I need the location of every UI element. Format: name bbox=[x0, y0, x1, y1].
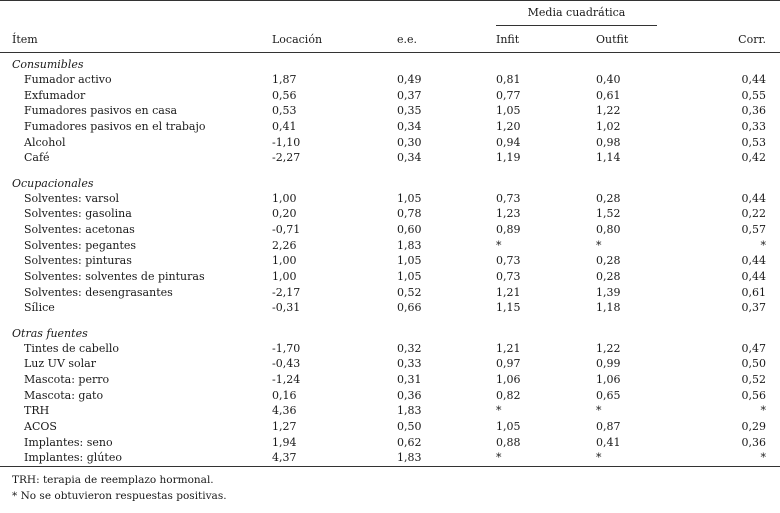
cell-correlation: 0,44 bbox=[741, 254, 766, 268]
cell-infit: 0,77 bbox=[496, 88, 521, 102]
cell-standard-error: 0,49 bbox=[397, 73, 422, 86]
cell-infit: 1,15 bbox=[496, 301, 521, 315]
table-row bbox=[0, 300, 780, 316]
cell-infit: 1,06 bbox=[496, 373, 521, 386]
table-row bbox=[0, 403, 780, 419]
section-header bbox=[0, 326, 780, 341]
cell-infit: * bbox=[496, 238, 502, 252]
cell-infit: 1,05 bbox=[496, 420, 521, 434]
cell-item: TRH bbox=[24, 404, 50, 418]
cell-outfit: 1,18 bbox=[596, 301, 621, 315]
cell-item: Exfumador bbox=[24, 88, 86, 102]
cell-item: ACOS bbox=[24, 420, 57, 434]
table-row bbox=[0, 388, 780, 404]
cell-standard-error: 0,32 bbox=[397, 341, 422, 355]
col-header-correlation: Corr. bbox=[738, 33, 766, 46]
table-row bbox=[0, 238, 780, 254]
cell-outfit: 1,22 bbox=[596, 341, 621, 355]
section-spacer bbox=[0, 316, 780, 326]
cell-standard-error: 0,34 bbox=[397, 151, 422, 165]
cell-outfit: 1,22 bbox=[596, 104, 621, 118]
cell-item: Tintes de cabello bbox=[24, 341, 119, 355]
cell-outfit: 0,40 bbox=[596, 73, 621, 86]
cell-location: -1,10 bbox=[272, 135, 301, 149]
cell-outfit: 1,14 bbox=[596, 151, 621, 165]
cell-infit: * bbox=[496, 404, 502, 418]
table-row bbox=[0, 72, 780, 88]
cell-infit: 1,20 bbox=[496, 120, 521, 134]
cell-correlation: * bbox=[760, 404, 766, 418]
cell-infit: 0,73 bbox=[496, 254, 521, 268]
cell-correlation: 0,57 bbox=[741, 223, 766, 236]
cell-outfit: 0,28 bbox=[596, 254, 621, 268]
cell-outfit: * bbox=[596, 451, 602, 465]
cell-standard-error: 0,66 bbox=[397, 301, 422, 315]
cell-location: 1,27 bbox=[272, 420, 297, 434]
cell-location: 0,16 bbox=[272, 388, 297, 402]
cell-location: 1,87 bbox=[272, 73, 297, 86]
cell-item: Solventes: pegantes bbox=[24, 238, 137, 252]
cell-standard-error: 0,78 bbox=[397, 207, 422, 221]
cell-standard-error: 1,05 bbox=[397, 254, 422, 268]
col-header-outfit: Outfit bbox=[596, 33, 629, 46]
table-row bbox=[0, 191, 780, 207]
cell-outfit: 1,39 bbox=[596, 285, 621, 299]
cell-standard-error: 1,05 bbox=[397, 270, 422, 284]
cell-standard-error: 0,60 bbox=[397, 223, 422, 236]
cell-outfit: 0,61 bbox=[596, 88, 621, 102]
group-header-mean-square: Media cuadrática bbox=[527, 6, 626, 19]
cell-location: 1,94 bbox=[272, 435, 297, 449]
cell-correlation: 0,37 bbox=[741, 301, 766, 315]
cell-item: Solventes: varsol bbox=[24, 191, 120, 205]
cell-infit: 0,88 bbox=[496, 435, 521, 449]
cell-location: 2,26 bbox=[272, 238, 297, 252]
table-row bbox=[0, 135, 780, 151]
cell-correlation: 0,42 bbox=[741, 151, 766, 165]
cell-outfit: 1,02 bbox=[596, 120, 621, 134]
cell-standard-error: 0,50 bbox=[397, 420, 422, 434]
cell-correlation: 0,33 bbox=[741, 120, 766, 134]
section-title: Consumibles bbox=[12, 58, 84, 71]
cell-correlation: 0,29 bbox=[741, 420, 766, 434]
cell-standard-error: 0,62 bbox=[397, 435, 422, 449]
col-header-location: Locación bbox=[272, 33, 323, 46]
cell-item: Solventes: gasolina bbox=[24, 207, 132, 221]
cell-location: 1,00 bbox=[272, 270, 297, 284]
cell-outfit: 0,65 bbox=[596, 388, 621, 402]
cell-outfit: 1,52 bbox=[596, 207, 621, 221]
cell-outfit: 0,87 bbox=[596, 420, 621, 434]
footnote-trh: TRH: terapia de reemplazo hormonal. bbox=[12, 474, 214, 486]
col-header-standard-error: e.e. bbox=[397, 33, 418, 46]
cell-correlation: 0,44 bbox=[741, 191, 766, 205]
cell-location: 4,36 bbox=[272, 404, 297, 418]
section-header bbox=[0, 57, 780, 72]
top-rule bbox=[0, 0, 780, 1]
cell-location: 1,00 bbox=[272, 191, 297, 205]
cell-outfit: * bbox=[596, 238, 602, 252]
cell-infit: 1,21 bbox=[496, 341, 521, 355]
cell-correlation: 0,52 bbox=[741, 373, 766, 386]
table-row bbox=[0, 435, 780, 451]
cell-standard-error: 0,30 bbox=[397, 135, 422, 149]
cell-item: Fumadores pasivos en el trabajo bbox=[24, 120, 206, 134]
cell-correlation: 0,61 bbox=[741, 285, 766, 299]
section-spacer bbox=[0, 166, 780, 176]
cell-correlation: 0,50 bbox=[741, 357, 766, 371]
cell-correlation: 0,47 bbox=[741, 341, 766, 355]
cell-standard-error: 1,83 bbox=[397, 451, 422, 465]
col-header-infit: Infit bbox=[496, 33, 520, 46]
cell-item: Sílice bbox=[24, 301, 55, 315]
cell-location: -2,27 bbox=[272, 151, 301, 165]
table-row bbox=[0, 103, 780, 119]
cell-correlation: 0,44 bbox=[741, 270, 766, 284]
bottom-rule bbox=[0, 466, 780, 467]
col-header-item: Ítem bbox=[12, 33, 38, 46]
cell-item: Implantes: glúteo bbox=[24, 451, 122, 465]
cell-item: Fumador activo bbox=[24, 73, 112, 86]
section-title: Ocupacionales bbox=[12, 176, 94, 190]
cell-location: 0,56 bbox=[272, 88, 297, 102]
table-row bbox=[0, 450, 780, 466]
cell-location: -0,43 bbox=[272, 357, 301, 371]
cell-standard-error: 0,52 bbox=[397, 285, 422, 299]
table-row bbox=[0, 88, 780, 104]
table-body bbox=[0, 57, 780, 466]
cell-item: Mascota: gato bbox=[24, 388, 104, 402]
cell-standard-error: 0,35 bbox=[397, 104, 422, 118]
cell-standard-error: 0,33 bbox=[397, 357, 422, 371]
cell-location: -1,24 bbox=[272, 373, 301, 386]
cell-infit: 0,94 bbox=[496, 135, 521, 149]
cell-outfit: 0,98 bbox=[596, 135, 621, 149]
cell-infit: 0,97 bbox=[496, 357, 521, 371]
table-row bbox=[0, 285, 780, 301]
cell-location: 0,20 bbox=[272, 207, 297, 221]
cell-item: Implantes: seno bbox=[24, 435, 113, 449]
cell-location: 1,00 bbox=[272, 254, 297, 268]
cell-location: 0,53 bbox=[272, 104, 297, 118]
cell-location: -1,70 bbox=[272, 341, 301, 355]
cell-standard-error: 0,36 bbox=[397, 388, 422, 402]
cell-item: Solventes: acetonas bbox=[24, 223, 135, 236]
table-row bbox=[0, 253, 780, 269]
cell-correlation: 0,56 bbox=[741, 388, 766, 402]
cell-infit: 1,19 bbox=[496, 151, 521, 165]
footnotes bbox=[12, 472, 227, 504]
section-title: Otras fuentes bbox=[12, 326, 88, 340]
cell-infit: 0,82 bbox=[496, 388, 521, 402]
cell-standard-error: 0,31 bbox=[397, 373, 422, 386]
cell-outfit: 0,28 bbox=[596, 191, 621, 205]
table-row bbox=[0, 269, 780, 285]
table-row bbox=[0, 341, 780, 357]
table-row bbox=[0, 356, 780, 372]
cell-correlation: 0,44 bbox=[741, 73, 766, 86]
cell-correlation: 0,22 bbox=[741, 207, 766, 221]
cell-location: -0,71 bbox=[272, 223, 301, 236]
cell-infit: * bbox=[496, 451, 502, 465]
cell-standard-error: 1,83 bbox=[397, 238, 422, 252]
cell-standard-error: 0,34 bbox=[397, 120, 422, 134]
cell-outfit: 1,06 bbox=[596, 373, 621, 386]
cell-outfit: 0,41 bbox=[596, 435, 621, 449]
header-rule bbox=[0, 52, 780, 53]
cell-location: -2,17 bbox=[272, 285, 301, 299]
cell-location: 4,37 bbox=[272, 451, 297, 465]
cell-correlation: 0,53 bbox=[741, 135, 766, 149]
group-header-rule bbox=[496, 25, 657, 26]
cell-standard-error: 0,37 bbox=[397, 88, 422, 102]
table-row bbox=[0, 372, 780, 388]
cell-infit: 0,73 bbox=[496, 270, 521, 284]
table-row bbox=[0, 206, 780, 222]
cell-correlation: 0,36 bbox=[741, 104, 766, 118]
cell-correlation: * bbox=[760, 238, 766, 252]
cell-item: Luz UV solar bbox=[24, 357, 96, 371]
cell-item: Café bbox=[24, 151, 50, 165]
footnote-asterisk: * No se obtuvieron respuestas positivas. bbox=[12, 490, 227, 502]
cell-location: -0,31 bbox=[272, 301, 301, 315]
table-row bbox=[0, 222, 780, 238]
cell-correlation: 0,36 bbox=[741, 435, 766, 449]
cell-outfit: * bbox=[596, 404, 602, 418]
cell-infit: 1,21 bbox=[496, 285, 521, 299]
cell-standard-error: 1,05 bbox=[397, 191, 422, 205]
cell-location: 0,41 bbox=[272, 120, 297, 134]
cell-correlation: 0,55 bbox=[741, 88, 766, 102]
cell-item: Mascota: perro bbox=[24, 373, 110, 386]
cell-infit: 0,89 bbox=[496, 223, 521, 236]
table-row bbox=[0, 150, 780, 166]
cell-item: Solventes: pinturas bbox=[24, 254, 132, 268]
table-row bbox=[0, 419, 780, 435]
cell-standard-error: 1,83 bbox=[397, 404, 422, 418]
cell-outfit: 0,28 bbox=[596, 270, 621, 284]
cell-infit: 0,73 bbox=[496, 191, 521, 205]
cell-item: Solventes: solventes de pinturas bbox=[24, 270, 205, 284]
cell-outfit: 0,99 bbox=[596, 357, 621, 371]
cell-outfit: 0,80 bbox=[596, 223, 621, 236]
cell-infit: 1,23 bbox=[496, 207, 521, 221]
cell-item: Solventes: desengrasantes bbox=[24, 285, 173, 299]
table-row bbox=[0, 119, 780, 135]
cell-item: Fumadores pasivos en casa bbox=[24, 104, 178, 118]
section-header bbox=[0, 176, 780, 191]
cell-item: Alcohol bbox=[24, 135, 66, 149]
cell-infit: 0,81 bbox=[496, 73, 521, 86]
cell-infit: 1,05 bbox=[496, 104, 521, 118]
cell-correlation: * bbox=[760, 451, 766, 465]
